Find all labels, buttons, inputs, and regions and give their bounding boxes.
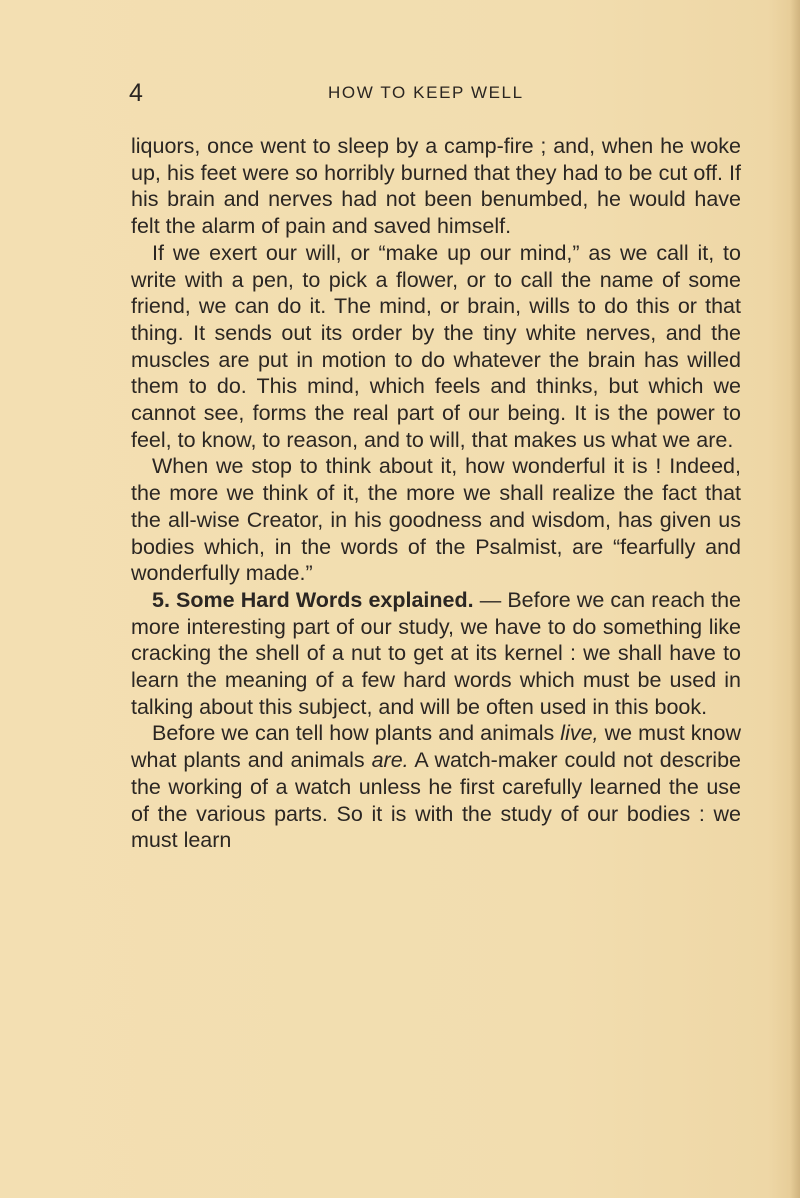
paragraph-4: [131, 587, 741, 721]
emphasis-live: live,: [560, 721, 599, 746]
paragraph-3: When we stop to think about it, how wonderful it is ! Indeed, the more we think of it, the more we shall realize the fact that the all-wise Creator, in his goodness and wisdom, has given us bodies which, in the words of the Psalmist, are “fearfully and wonderfully made.”: [131, 454, 741, 586]
emphasis-are: are.: [371, 748, 409, 773]
paragraph-5-part-a: Before we can tell how plants and animals: [152, 721, 561, 746]
paragraph-2: If we exert our will, or “make up our mind,” as we call it, to write with a pen, to pick a flower, or to call the name of some friend, we can do it. The mind, or brain, wills to do this or that thing. It sends out its order by the tiny white nerves, and the muscles are put in motion to do whatever the brain has willed them to do. This mind, which feels and thinks, but which we cannot see, forms the real part of our being. It is the power to feel, to know, to reason, and to will, that makes us what we are.: [131, 240, 741, 452]
paragraph-5: [131, 720, 741, 854]
paragraph-4-text: — Before we can reach the more interesting part of our study, we have to do something like cracking the shell of a nut to get at its kernel : we shall have to learn the meaning of a few hard words which must be used in talking about this subject, and will be often used in this book.: [131, 587, 741, 719]
page-edge-shadow: [790, 0, 800, 1198]
page-number: 4: [129, 79, 143, 107]
paragraph-5-part-b: we must know what plants and animals: [131, 721, 741, 773]
page-header: [0, 78, 800, 108]
section-heading: 5. Some Hard Words explained.: [152, 587, 474, 612]
running-title: HOW TO KEEP WELL: [328, 83, 524, 102]
paragraph-5-part-c: A watch-maker could not describe the working of a watch unless he first carefully learned the use of the various parts. So it is with the study of our bodies : we must learn: [131, 748, 741, 853]
body-text: [131, 133, 741, 854]
paragraph-1: liquors, once went to sleep by a camp-fire ; and, when he woke up, his feet were so horribly burned that they had to be cut off. If his brain and nerves had not been benumbed, he would have felt the alarm of pain and saved himself.: [131, 134, 741, 239]
